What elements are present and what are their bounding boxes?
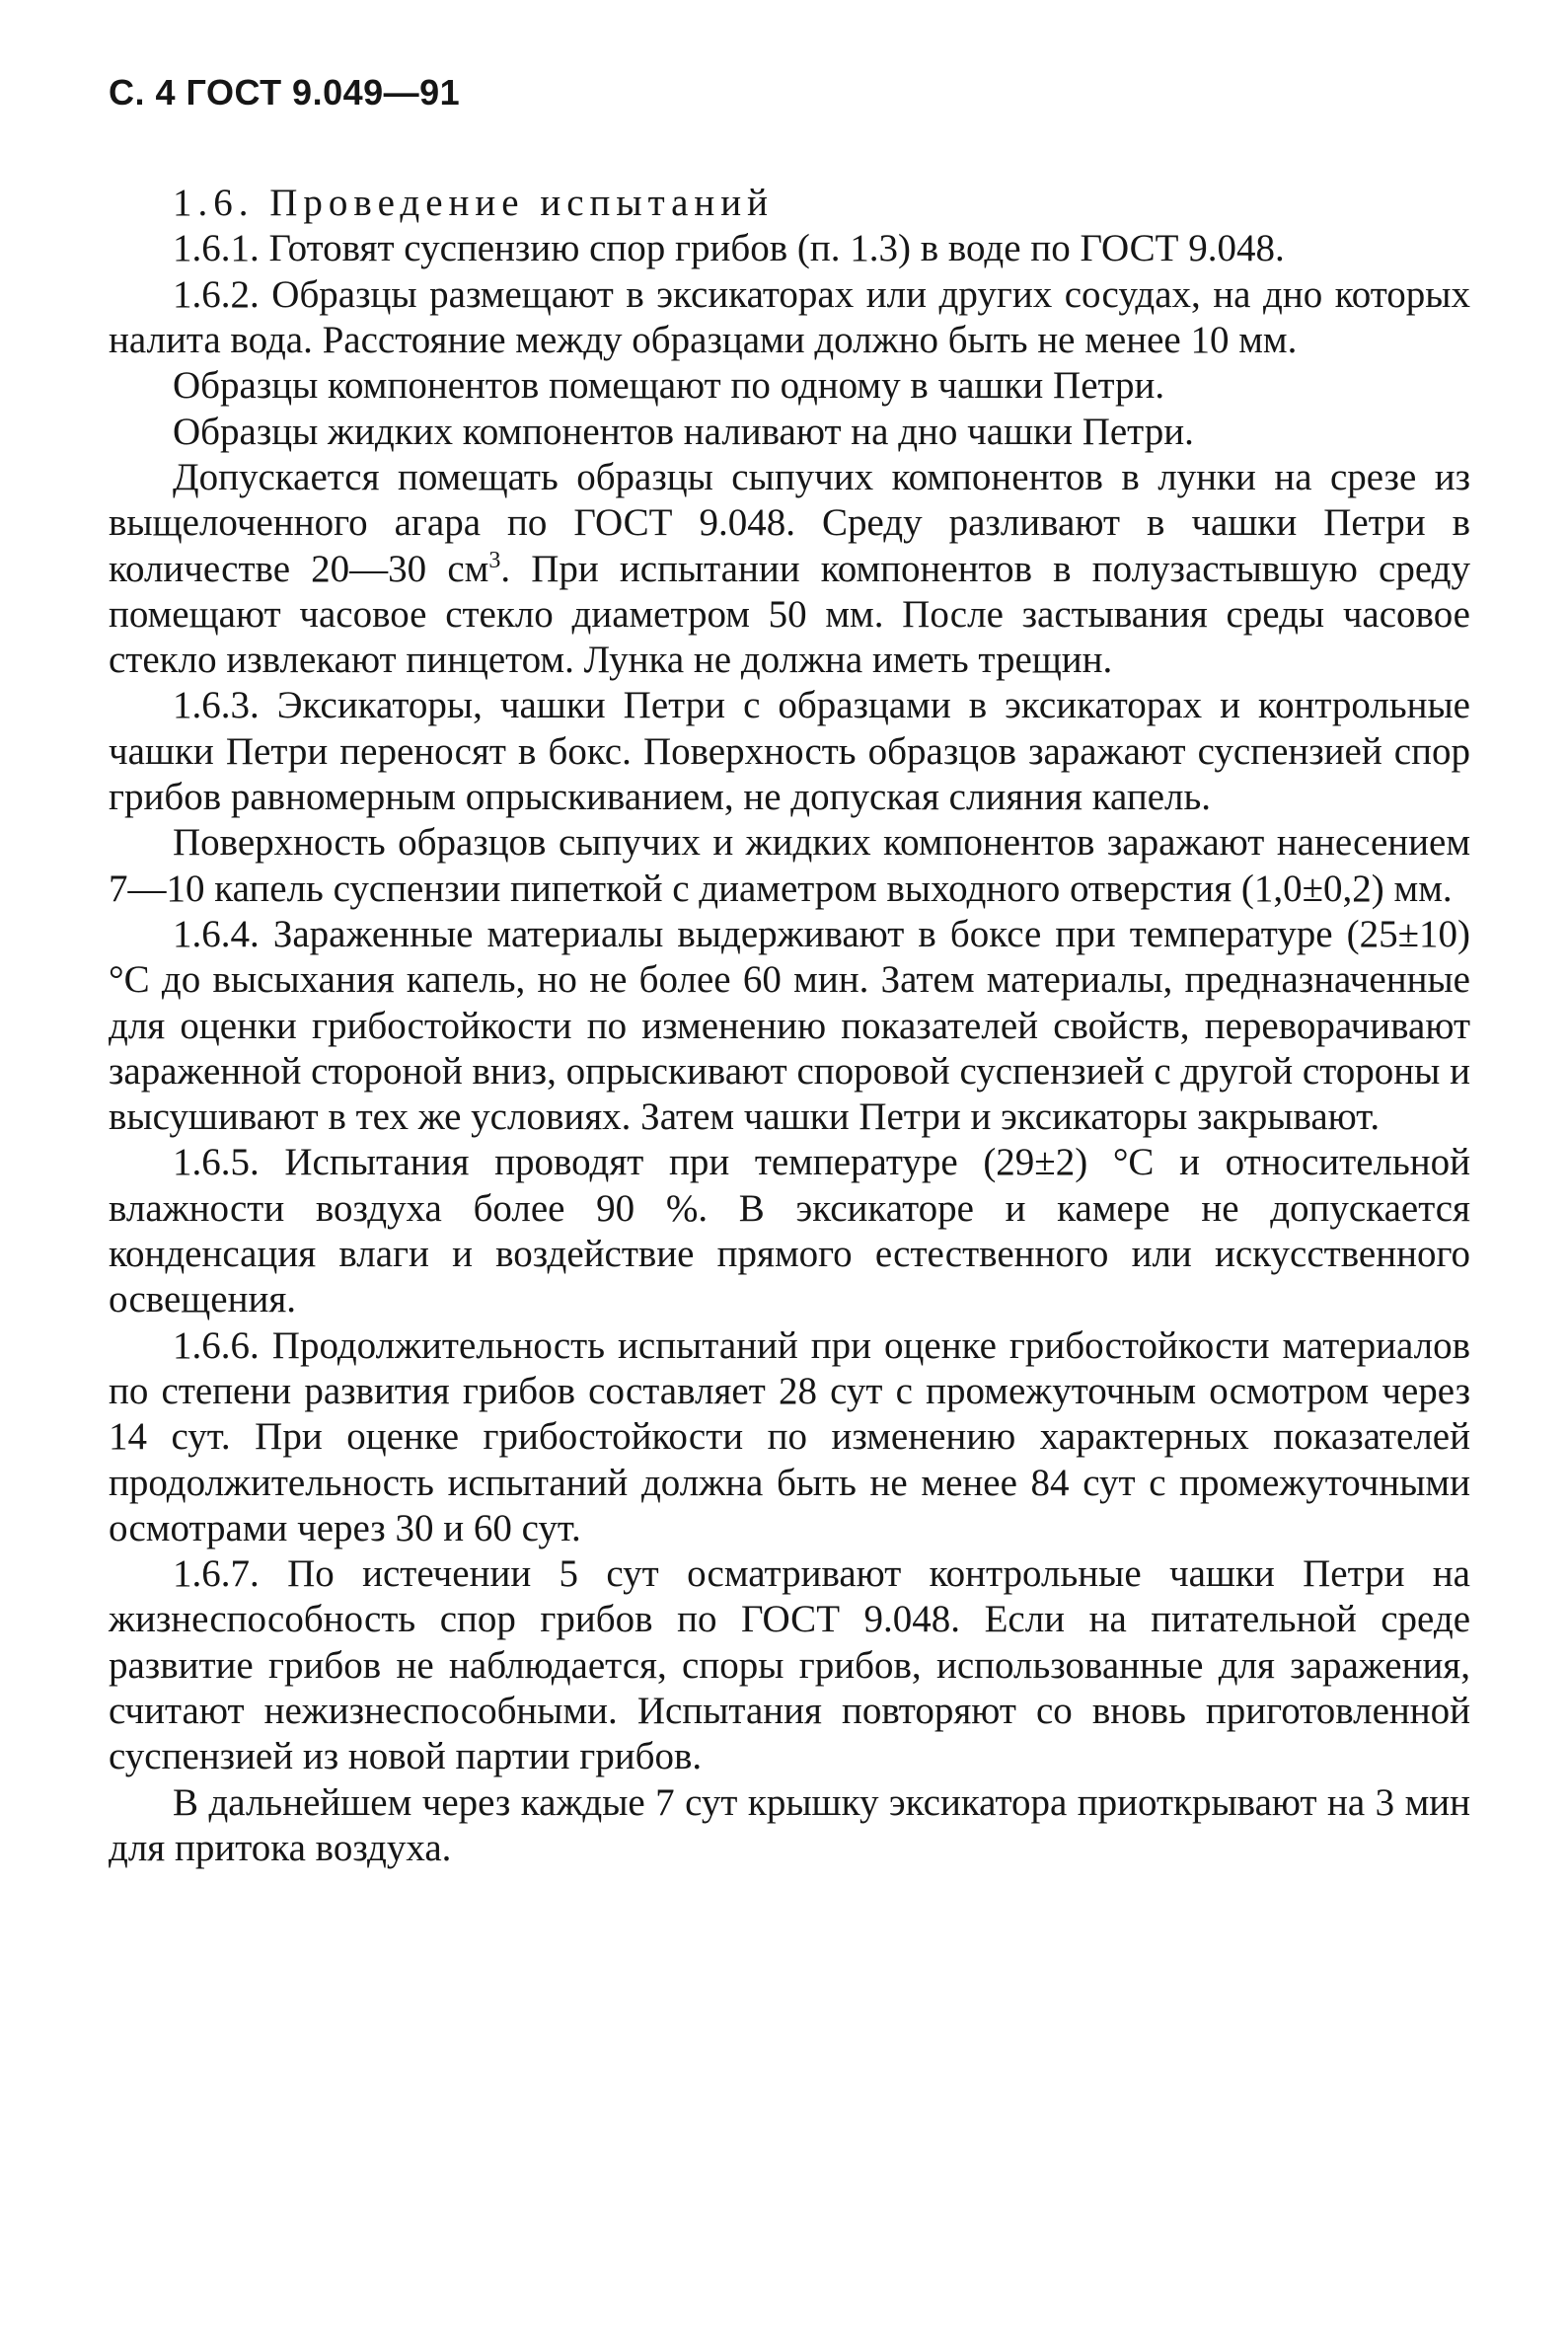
superscript-cubic: 3 — [488, 547, 501, 573]
paragraph-liquid-components: Образцы жидких компонентов наливают на дно чашки Петри. — [173, 410, 1194, 453]
paragraph-bulk-components — [109, 455, 1470, 683]
document-page — [109, 71, 1470, 1871]
paragraph-bulk-components-part-2: . При испытании компонентов в полузастывшую среду помещают часовое стекло диаметром 50 мм. После застывания среды часовое стекло извлекают пинцетом. Лунка не должна иметь трещин. — [109, 547, 1470, 682]
paragraph-1-6-5: 1.6.5. Испытания проводят при температуре (29±2) °С и относительной влажности воздуха более 90 %. В эксикаторе и камере не допускается конденсация влаги и воздействие прямого естественного или искусственного освещения. — [109, 1141, 1470, 1321]
paragraph-surface-infection: Поверхность образцов сыпучих и жидких компонентов заражают нанесением 7—10 капель суспензии пипеткой с диаметром выходного отверстия (1,0±0,2) мм. — [109, 821, 1470, 910]
paragraph-1-6-2: 1.6.2. Образцы размещают в эксикаторах или других сосудах, на дно которых налита вода. Расстояние между образцами должно быть не менее 10 мм. — [109, 272, 1470, 362]
section-title: 1.6. Проведение испытаний — [173, 182, 775, 225]
paragraph-1-6-3: 1.6.3. Эксикаторы, чашки Петри с образцами в эксикаторах и контрольные чашки Петри переносят в бокс. Поверхность образцов заражают суспензией спор грибов равномерным опрыскиванием, не допуская слияния капель. — [109, 684, 1470, 819]
paragraph-bulk-components-part-1: Допускается помещать образцы сыпучих компонентов в лунки на срезе из выщелоченного агара по ГОСТ 9.048. Среду разливают в чашки Петри в количестве 20—30 см — [109, 455, 1470, 590]
paragraph-components: Образцы компонентов помещают по одному в чашки Петри. — [173, 364, 1165, 408]
paragraph-1-6-4: 1.6.4. Зараженные материалы выдерживают в боксе при температуре (25±10) °С до высыхания капель, но не более 60 мин. Затем материалы, предназначенные для оценки грибостойкости по изменению показателей свойств, переворачивают зараженной стороной вниз, опрыскивают споровой суспензией с другой стороны и высушивают в тех же условиях. Затем чашки Петри и эксикаторы закрывают. — [109, 912, 1470, 1139]
paragraph-1-6-7: 1.6.7. По истечении 5 сут осматривают контрольные чашки Петри на жизнеспособность спор грибов по ГОСТ 9.048. Если на питательной среде развитие грибов не наблюдается, споры грибов, использованные для заражения, считают нежизнеспособными. Испытания повторяют со вновь приготовленной суспензией из новой партии грибов. — [109, 1552, 1470, 1778]
paragraph-further-inspection: В дальнейшем через каждые 7 сут крышку эксикатора приоткрывают на 3 мин для притока воздуха. — [109, 1780, 1470, 1869]
page-header: С. 4 ГОСТ 9.049—91 — [109, 72, 461, 113]
paragraph-1-6-6: 1.6.6. Продолжительность испытаний при оценке грибостойкости материалов по степени развития грибов составляет 28 сут с промежуточным осмотром через 14 сут. При оценке грибостойкости по изменению характерных показателей продолжительность испытаний должна быть не менее 84 сут с промежуточными осмотрами через 30 и 60 сут. — [109, 1323, 1470, 1549]
paragraph-1-6-1: 1.6.1. Готовят суспензию спор грибов (п. 1.3) в воде по ГОСТ 9.048. — [173, 227, 1285, 270]
document-body — [109, 181, 1470, 1871]
